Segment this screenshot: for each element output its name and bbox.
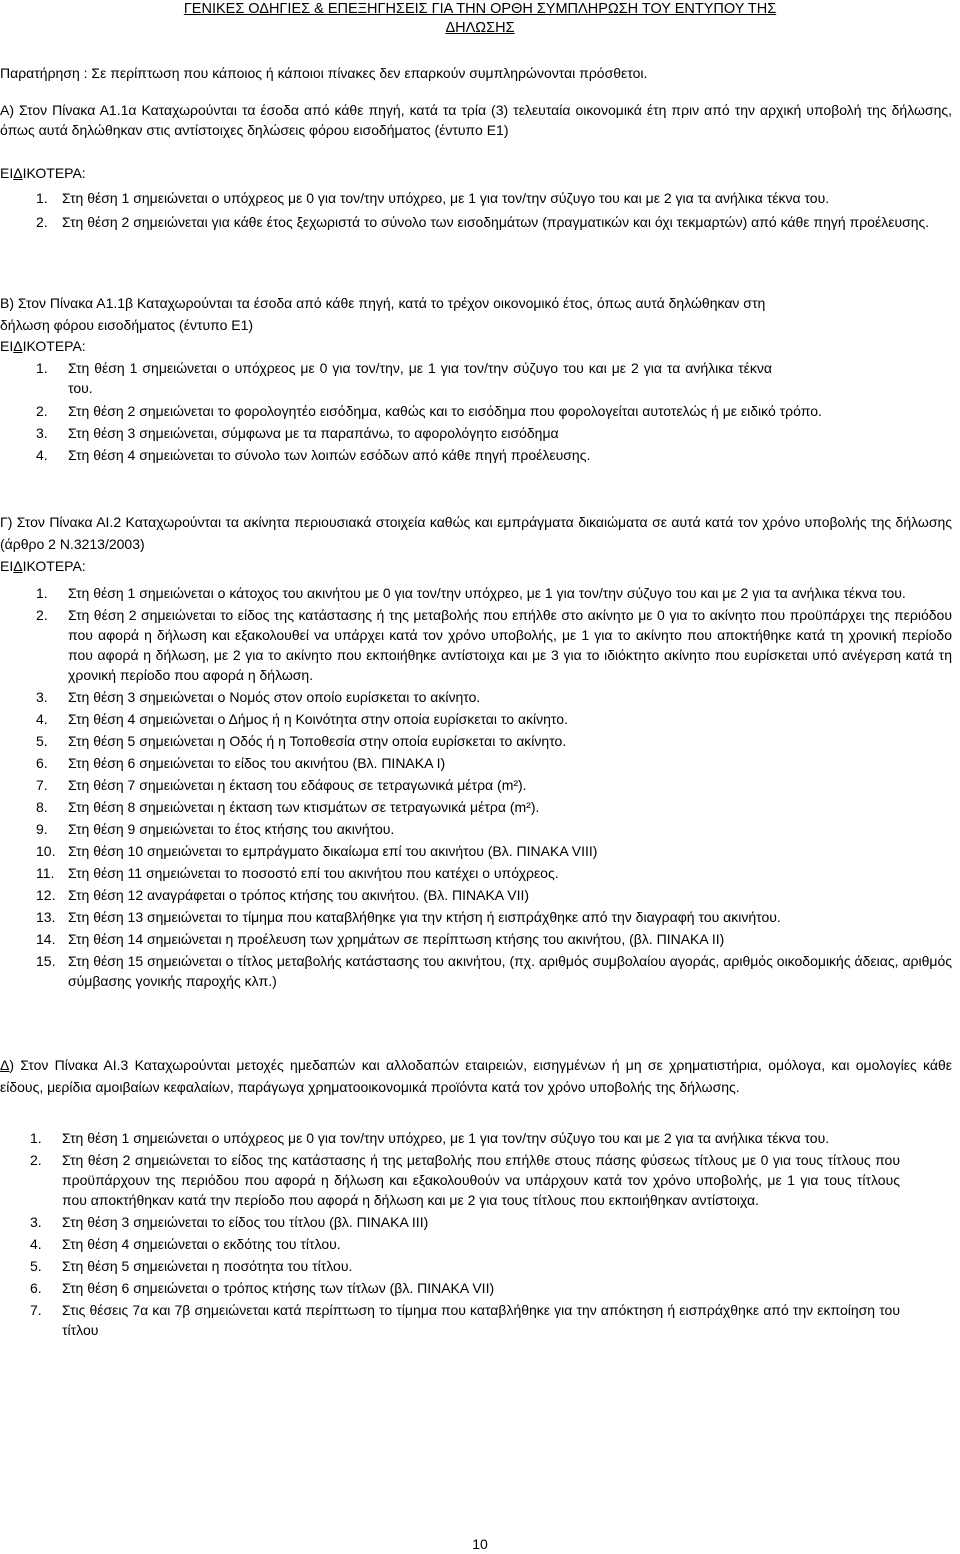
section-b-specifically: ΕΙΔΙΚΟΤΕΡΑ: — [0, 338, 86, 354]
list-item: 6. Στη θέση 6 σημειώνεται το είδος του ακινήτου (Βλ. ΠΙΝΑΚΑ Ι) — [36, 755, 446, 771]
section-b-list — [36, 358, 952, 465]
list-item: 3. Στη θέση 3 σημειώνεται το είδος του τίτλου (βλ. ΠΙΝΑΚΑ III) — [30, 1214, 429, 1230]
page-number: 10 — [472, 1536, 488, 1552]
section-d-intro: Δ) Στον Πίνακα ΑΙ.3 Καταχωρούνται μετοχές ημεδαπών και αλλοδαπών εταιρειών, εισηγμένων ή μη σε χρηματιστήρια, ομόλογα, και ομολογίες κάθε είδους, μερίδια αμοιβαίων κεφαλαίων, παράγωγα χρηματοοικονομικά προϊόντα κατά τον χρόνο υποβολής της δήλωσης. — [0, 1057, 952, 1095]
list-item: 7. Στη θέση 7 σημειώνεται η έκταση του εδάφους σε τετραγωνικά μέτρα (m²). — [36, 777, 527, 793]
list-item: 1. Στη θέση 1 σημειώνεται ο υπόχρεος με 0 για τον/την υπόχρεο, με 1 για τον/την σύζυγο του και με 2 για τα ανήλικα τέκνα του. — [30, 1130, 830, 1146]
list-item: 7. Στις θέσεις 7α και 7β σημειώνεται κατά περίπτωση το τίμημα που καταβλήθηκε για την απόκτηση ή εισπράχθηκε από την εκποίηση του τίτλου — [30, 1302, 900, 1338]
list-item: 9. Στη θέση 9 σημειώνεται το έτος κτήσης του ακινήτου. — [36, 821, 395, 837]
list-item: 4. Στη θέση 4 σημειώνεται ο Δήμος ή η Κοινότητα στην οποία ευρίσκεται το ακίνητο. — [36, 711, 568, 727]
list-item: 3. Στη θέση 3 σημειώνεται, σύμφωνα με τα παραπάνω, το αφορολόγητο εισόδημα — [36, 425, 559, 441]
list-item: 15. Στη θέση 15 σημειώνεται ο τίτλος μεταβολής κατάστασης του ακινήτου, (πχ. αριθμός συμβολαίου αγοράς, αριθμός οικοδομικής άδειας, αριθμός σύμβασης γονικής παροχής κλπ.) — [36, 953, 952, 989]
list-item: 1. Στη θέση 1 σημειώνεται ο υπόχρεος με 0 για τον/την, με 1 για τον/την σύζυγο του και με 2 για τα ανήλικα τέκνα του. — [36, 360, 772, 396]
list-item: 14. Στη θέση 14 σημειώνεται η προέλευση των χρημάτων σε περίπτωση κτήσης του ακινήτου, (βλ. ΠΙΝΑΚΑ II) — [36, 931, 725, 947]
list-item: 5. Στη θέση 5 σημειώνεται η ποσότητα του τίτλου. — [30, 1258, 353, 1274]
section-c-list — [36, 583, 952, 991]
title-line-2: ΔΗΛΩΣΗΣ — [445, 20, 515, 36]
list-item: 12. Στη θέση 12 αναγράφεται ο τρόπος κτήσης του ακινήτου. (Βλ. ΠΙΝΑΚΑ VII) — [36, 887, 530, 903]
section-d-list — [30, 1128, 900, 1340]
list-item: 11. Στη θέση 11 σημειώνεται το ποσοστό επί του ακινήτου που κατέχει ο υπόχρεος. — [36, 865, 559, 881]
list-item: 5. Στη θέση 5 σημειώνεται η Οδός ή η Τοποθεσία στην οποία ευρίσκεται το ακίνητο. — [36, 733, 567, 749]
list-item: 4. Στη θέση 4 σημειώνεται ο εκδότης του τίτλου. — [30, 1236, 341, 1252]
note-paragraph: Παρατήρηση : Σε περίπτωση που κάποιος ή κάποιοι πίνακες δεν επαρκούν συμπληρώνονται πρόσθετοι. — [0, 65, 648, 81]
title-line-1: ΓΕΝΙΚΕΣ ΟΔΗΓΙΕΣ & ΕΠΕΞΗΓΗΣΕΙΣ ΓΙΑ ΤΗΝ ΟΡΘΗ ΣΥΜΠΛΗΡΩΣΗ ΤΟΥ ΕΝΤΥΠΟΥ ΤΗΣ — [183, 1, 777, 17]
section-c-intro: Γ) Στον Πίνακα ΑΙ.2 Καταχωρούνται τα ακίνητα περιουσιακά στοιχεία καθώς και εμπράγματα δικαιώματα σε αυτά κατά τον χρόνο υποβολής της δήλωσης (άρθρο 2 Ν.3213/2003) — [0, 514, 952, 552]
document-title — [0, 0, 960, 38]
section-b-intro: Β) Στον Πίνακα Α1.1β Καταχωρούνται τα έσοδα από κάθε πηγή, κατά το τρέχον οικονομικό έτος, όπως αυτά δηλώθηκαν στη δήλωση φόρου εισοδήματος (έντυπο Ε1) — [0, 295, 766, 333]
list-item: 13. Στη θέση 13 σημειώνεται το τίμημα που καταβλήθηκε για την κτήση ή εισπράχθηκε από την διαγραφή του ακινήτου. — [36, 909, 781, 925]
section-a-list — [36, 188, 952, 232]
section-a-intro: Α) Στον Πίνακα Α1.1α Καταχωρούνται τα έσοδα από κάθε πηγή, κατά τα τρία (3) τελευταία οικονομικά έτη πριν από την αρχική υποβολή της δήλωσης, όπως αυτά δηλώθηκαν στις αντίστοιχες δηλώσεις φόρου εισοδήματος (έντυπο Ε1) — [0, 102, 952, 138]
section-c-specifically: ΕΙΔΙΚΟΤΕΡΑ: — [0, 558, 86, 574]
list-item: 4. Στη θέση 4 σημειώνεται το σύνολο των λοιπών εσόδων από κάθε πηγή προέλευσης. — [36, 447, 591, 463]
list-item: 2. Στη θέση 2 σημειώνεται το φορολογητέο εισόδημα, καθώς και το εισόδημα που φορολογείται αυτοτελώς ή με ειδικό τρόπο. — [36, 403, 822, 419]
section-a-specifically: ΕΙΔΙΚΟΤΕΡΑ: — [0, 165, 86, 181]
list-item: 1. Στη θέση 1 σημειώνεται ο κάτοχος του ακινήτου με 0 για τον/την υπόχρεο, με 1 για τον/την σύζυγο του και με 2 για τα ανήλικα τέκνα του. — [36, 585, 906, 601]
list-item: 1. Στη θέση 1 σημειώνεται ο υπόχρεος με 0 για τον/την υπόχρεο, με 1 για τον/την σύζυγο του και με 2 για τα ανήλικα τέκνα του. — [36, 190, 830, 206]
list-item: 10. Στη θέση 10 σημειώνεται το εμπράγματο δικαίωμα επί του ακινήτου (Βλ. ΠΙΝΑΚΑ VIII) — [36, 843, 598, 859]
list-item: 8. Στη θέση 8 σημειώνεται η έκταση των κτισμάτων σε τετραγωνικά μέτρα (m²). — [36, 799, 540, 815]
list-item: 2. Στη θέση 2 σημειώνεται το είδος της κατάστασης ή της μεταβολής που επήλθε στο ακίνητο με 0 για το ακίνητο που προϋπάρχει της περιόδου που αφορά η δήλωση και εξακολουθεί να υπάρχει κατά τον χρόνο υποβολής, με 1 για το ακίνητο που αποκτήθηκε κατά τη χρονική περίοδο που αφορά η δήλωση, με 2 για το ακίνητο που εκποιήθηκε αντίστοιχα και με 3 για το ιδιόκτητο ακίνητο που ευρίσκεται υπό ανέγερση κατά τη χρονική περίοδο που αφορά η δήλωση. — [36, 607, 952, 683]
list-item: 6. Στη θέση 6 σημειώνεται ο τρόπος κτήσης των τίτλων (βλ. ΠΙΝΑΚΑ VII) — [30, 1280, 495, 1296]
list-item: 2. Στη θέση 2 σημειώνεται για κάθε έτος ξεχωριστά το σύνολο των εισοδημάτων (πραγματικών και όχι τεκμαρτών) από κάθε πηγή προέλευσης. — [36, 214, 930, 230]
list-item: 2. Στη θέση 2 σημειώνεται το είδος της κατάστασης ή της μεταβολής που επήλθε στους πάσης φύσεως τίτλους με 0 για τους τίτλους που προϋπάρχουν της περιόδου που αφορά η δήλωση και εξακολουθούν να υπάρχουν κατά τον χρόνο υποβολής, με 1 για τους τίτλους που αποκτήθηκαν κατά την περίοδο που αφορά η δήλωση και με 2 για τους τίτλους που εκποιήθηκαν αντίστοιχα. — [30, 1152, 900, 1208]
list-item: 3. Στη θέση 3 σημειώνεται ο Νομός στον οποίο ευρίσκεται το ακίνητο. — [36, 689, 481, 705]
